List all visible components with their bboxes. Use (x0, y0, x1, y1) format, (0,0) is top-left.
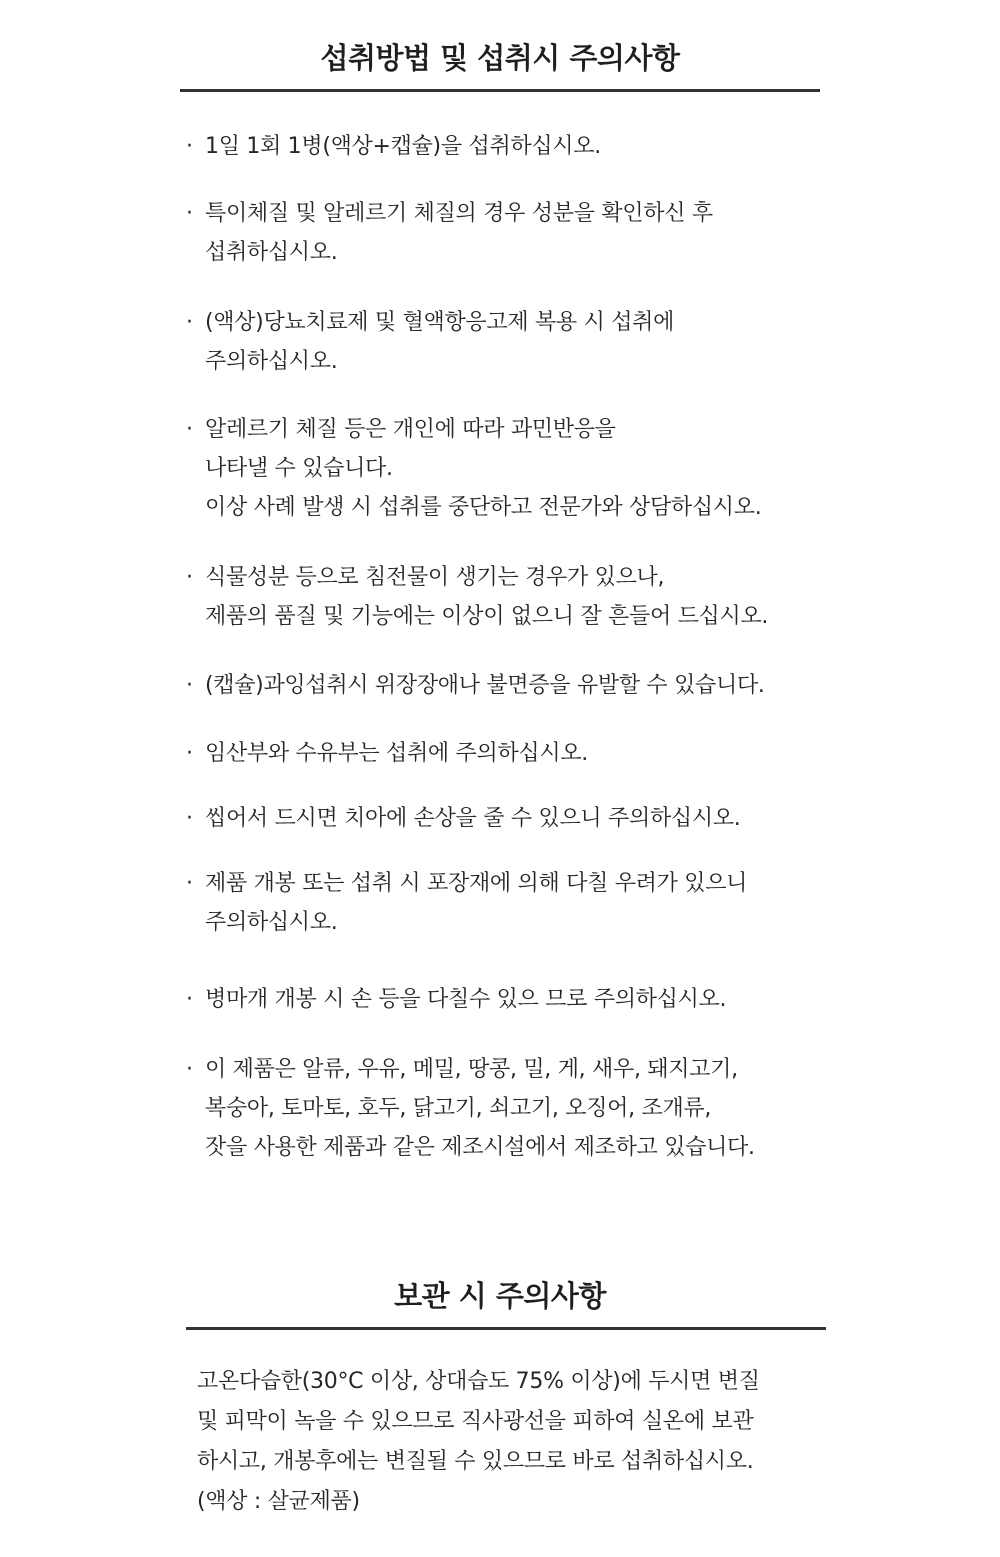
list-item-text: 특이체질 및 알레르기 체질의 경우 성분을 확인하신 후 (205, 201, 713, 226)
list-item-text: 주의하십시오. (205, 349, 338, 374)
list-item-text: 식물성분 등으로 침전물이 생기는 경우가 있으나, (205, 565, 665, 590)
list-item-text: 임산부와 수유부는 섭취에 주의하십시오. (205, 741, 588, 766)
list-item-text: 주의하십시오. (205, 910, 338, 935)
list-item-text: 제품 개봉 또는 섭취 시 포장재에 의해 다칠 우려가 있으니 (205, 871, 748, 896)
list-item (186, 194, 713, 272)
bullet-icon: · (186, 565, 193, 590)
list-item (186, 799, 740, 838)
bullet-icon: · (186, 741, 193, 766)
list-item-text: (액상)당뇨치료제 및 혈액항응고제 복용 시 섭취에 (205, 310, 675, 335)
bullet-icon: · (186, 987, 193, 1012)
intake-section-title: 섭취방법 및 섭취시 주의사항 (320, 41, 680, 75)
bullet-icon: · (186, 871, 193, 896)
list-item (186, 980, 726, 1019)
list-item-text: 복숭아, 토마토, 호두, 닭고기, 쇠고기, 오징어, 조개류, (205, 1096, 712, 1121)
list-item-text: (캡슐)과잉섭취시 위장장애나 불면증을 유발할 수 있습니다. (205, 673, 765, 698)
list-item (186, 1050, 755, 1167)
list-item (186, 864, 747, 942)
intake-title-divider (180, 89, 820, 92)
list-item-text: 섭취하십시오. (205, 240, 338, 265)
storage-text-line: 하시고, 개봉후에는 변질될 수 있으므로 바로 섭취하십시오. (197, 1449, 754, 1474)
list-item-text: 나타낼 수 있습니다. (205, 456, 393, 481)
list-item (186, 666, 765, 705)
list-item-text: 잣을 사용한 제품과 같은 제조시설에서 제조하고 있습니다. (205, 1135, 755, 1160)
bullet-icon: · (186, 806, 193, 831)
list-item-text: 이상 사례 발생 시 섭취를 중단하고 전문가와 상담하십시오. (205, 495, 762, 520)
storage-title-divider (186, 1327, 826, 1330)
list-item (186, 303, 674, 381)
bullet-icon: · (186, 201, 193, 226)
list-item (186, 734, 588, 773)
bullet-icon: · (186, 673, 193, 698)
bullet-icon: · (186, 417, 193, 442)
bullet-icon: · (186, 310, 193, 335)
list-item (186, 127, 601, 166)
list-item-text: 이 제품은 알류, 우유, 메밀, 땅콩, 밀, 게, 새우, 돼지고기, (205, 1057, 738, 1082)
storage-text-line: 및 피막이 녹을 수 있으므로 직사광선을 피하여 실온에 보관 (197, 1409, 754, 1434)
list-item-text: 제품의 품질 및 기능에는 이상이 없으니 잘 흔들어 드십시오. (205, 604, 769, 629)
bullet-icon: · (186, 1057, 193, 1082)
list-item (186, 410, 761, 527)
storage-paragraph (197, 1362, 760, 1522)
list-item-text: 병마개 개봉 시 손 등을 다칠수 있으 므로 주의하십시오. (205, 987, 727, 1012)
storage-section-title: 보관 시 주의사항 (394, 1279, 606, 1313)
bullet-icon: · (186, 134, 193, 159)
list-item-text: 씹어서 드시면 치아에 손상을 줄 수 있으니 주의하십시오. (205, 806, 741, 831)
storage-text-line: 고온다습한(30°C 이상, 상대습도 75% 이상)에 두시면 변질 (197, 1369, 760, 1394)
list-item (186, 558, 768, 636)
list-item-text: 1일 1회 1병(액상+캡슐)을 섭취하십시오. (205, 134, 601, 159)
storage-text-line: (액상 : 살균제품) (197, 1489, 360, 1514)
list-item-text: 알레르기 체질 등은 개인에 따라 과민반응을 (205, 417, 616, 442)
